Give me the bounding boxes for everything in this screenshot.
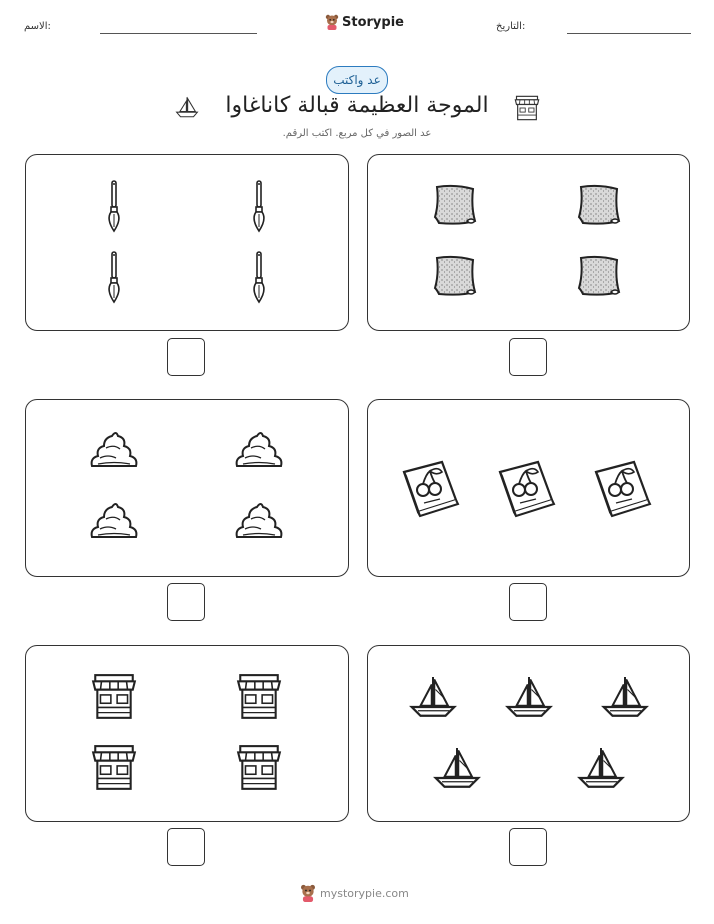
whipped-cream-icon <box>233 499 285 543</box>
whipped-cream-icon <box>233 428 285 472</box>
market-stall-icon <box>513 94 541 122</box>
toast-slice-icon <box>575 183 623 229</box>
paintbrush-icon <box>247 250 271 304</box>
answer-box-6[interactable] <box>167 828 205 866</box>
date-line[interactable] <box>567 33 691 34</box>
sailboat-icon <box>504 672 554 722</box>
footer-url: mystorypie.com <box>320 886 409 900</box>
count-panel-4 <box>25 399 349 577</box>
activity-badge: عد واكتب <box>326 66 388 94</box>
count-panel-6 <box>25 645 349 822</box>
sailboat-icon <box>408 672 458 722</box>
sailboat-icon <box>576 743 626 793</box>
toast-slice-icon <box>431 254 479 300</box>
answer-box-4[interactable] <box>167 583 205 621</box>
paintbrush-icon <box>102 250 126 304</box>
whipped-cream-icon <box>88 499 140 543</box>
answer-box-2[interactable] <box>167 338 205 376</box>
market-stall-icon <box>234 743 284 793</box>
toast-slice-icon <box>431 183 479 229</box>
bear-mascot-icon <box>300 884 316 902</box>
instruction-text: عد الصور في كل مربع. اكتب الرقم. <box>282 128 432 139</box>
market-stall-icon <box>234 672 284 722</box>
bear-mascot-icon <box>325 14 339 30</box>
sailboat-icon <box>432 743 482 793</box>
cherry-box-icon <box>590 456 654 518</box>
paintbrush-icon <box>247 179 271 233</box>
date-label: التاريخ: <box>496 21 526 32</box>
answer-box-3[interactable] <box>509 583 547 621</box>
name-label: الاسم: <box>24 21 51 32</box>
paintbrush-icon <box>102 179 126 233</box>
market-stall-icon <box>89 743 139 793</box>
page-title: الموجة العظيمة قبالة كاناغاوا <box>225 93 489 118</box>
count-panel-2 <box>25 154 349 331</box>
cherry-box-icon <box>494 456 558 518</box>
market-stall-icon <box>89 672 139 722</box>
footer <box>300 884 409 902</box>
cherry-box-icon <box>398 456 462 518</box>
brand-logo <box>325 14 404 30</box>
toast-slice-icon <box>575 254 623 300</box>
answer-box-5[interactable] <box>509 828 547 866</box>
brand-name: Storypie <box>342 14 404 30</box>
sailboat-icon <box>600 672 650 722</box>
answer-box-1[interactable] <box>509 338 547 376</box>
whipped-cream-icon <box>88 428 140 472</box>
sailboat-icon <box>174 94 200 120</box>
count-panel-1 <box>367 154 690 331</box>
name-line[interactable] <box>100 33 257 34</box>
